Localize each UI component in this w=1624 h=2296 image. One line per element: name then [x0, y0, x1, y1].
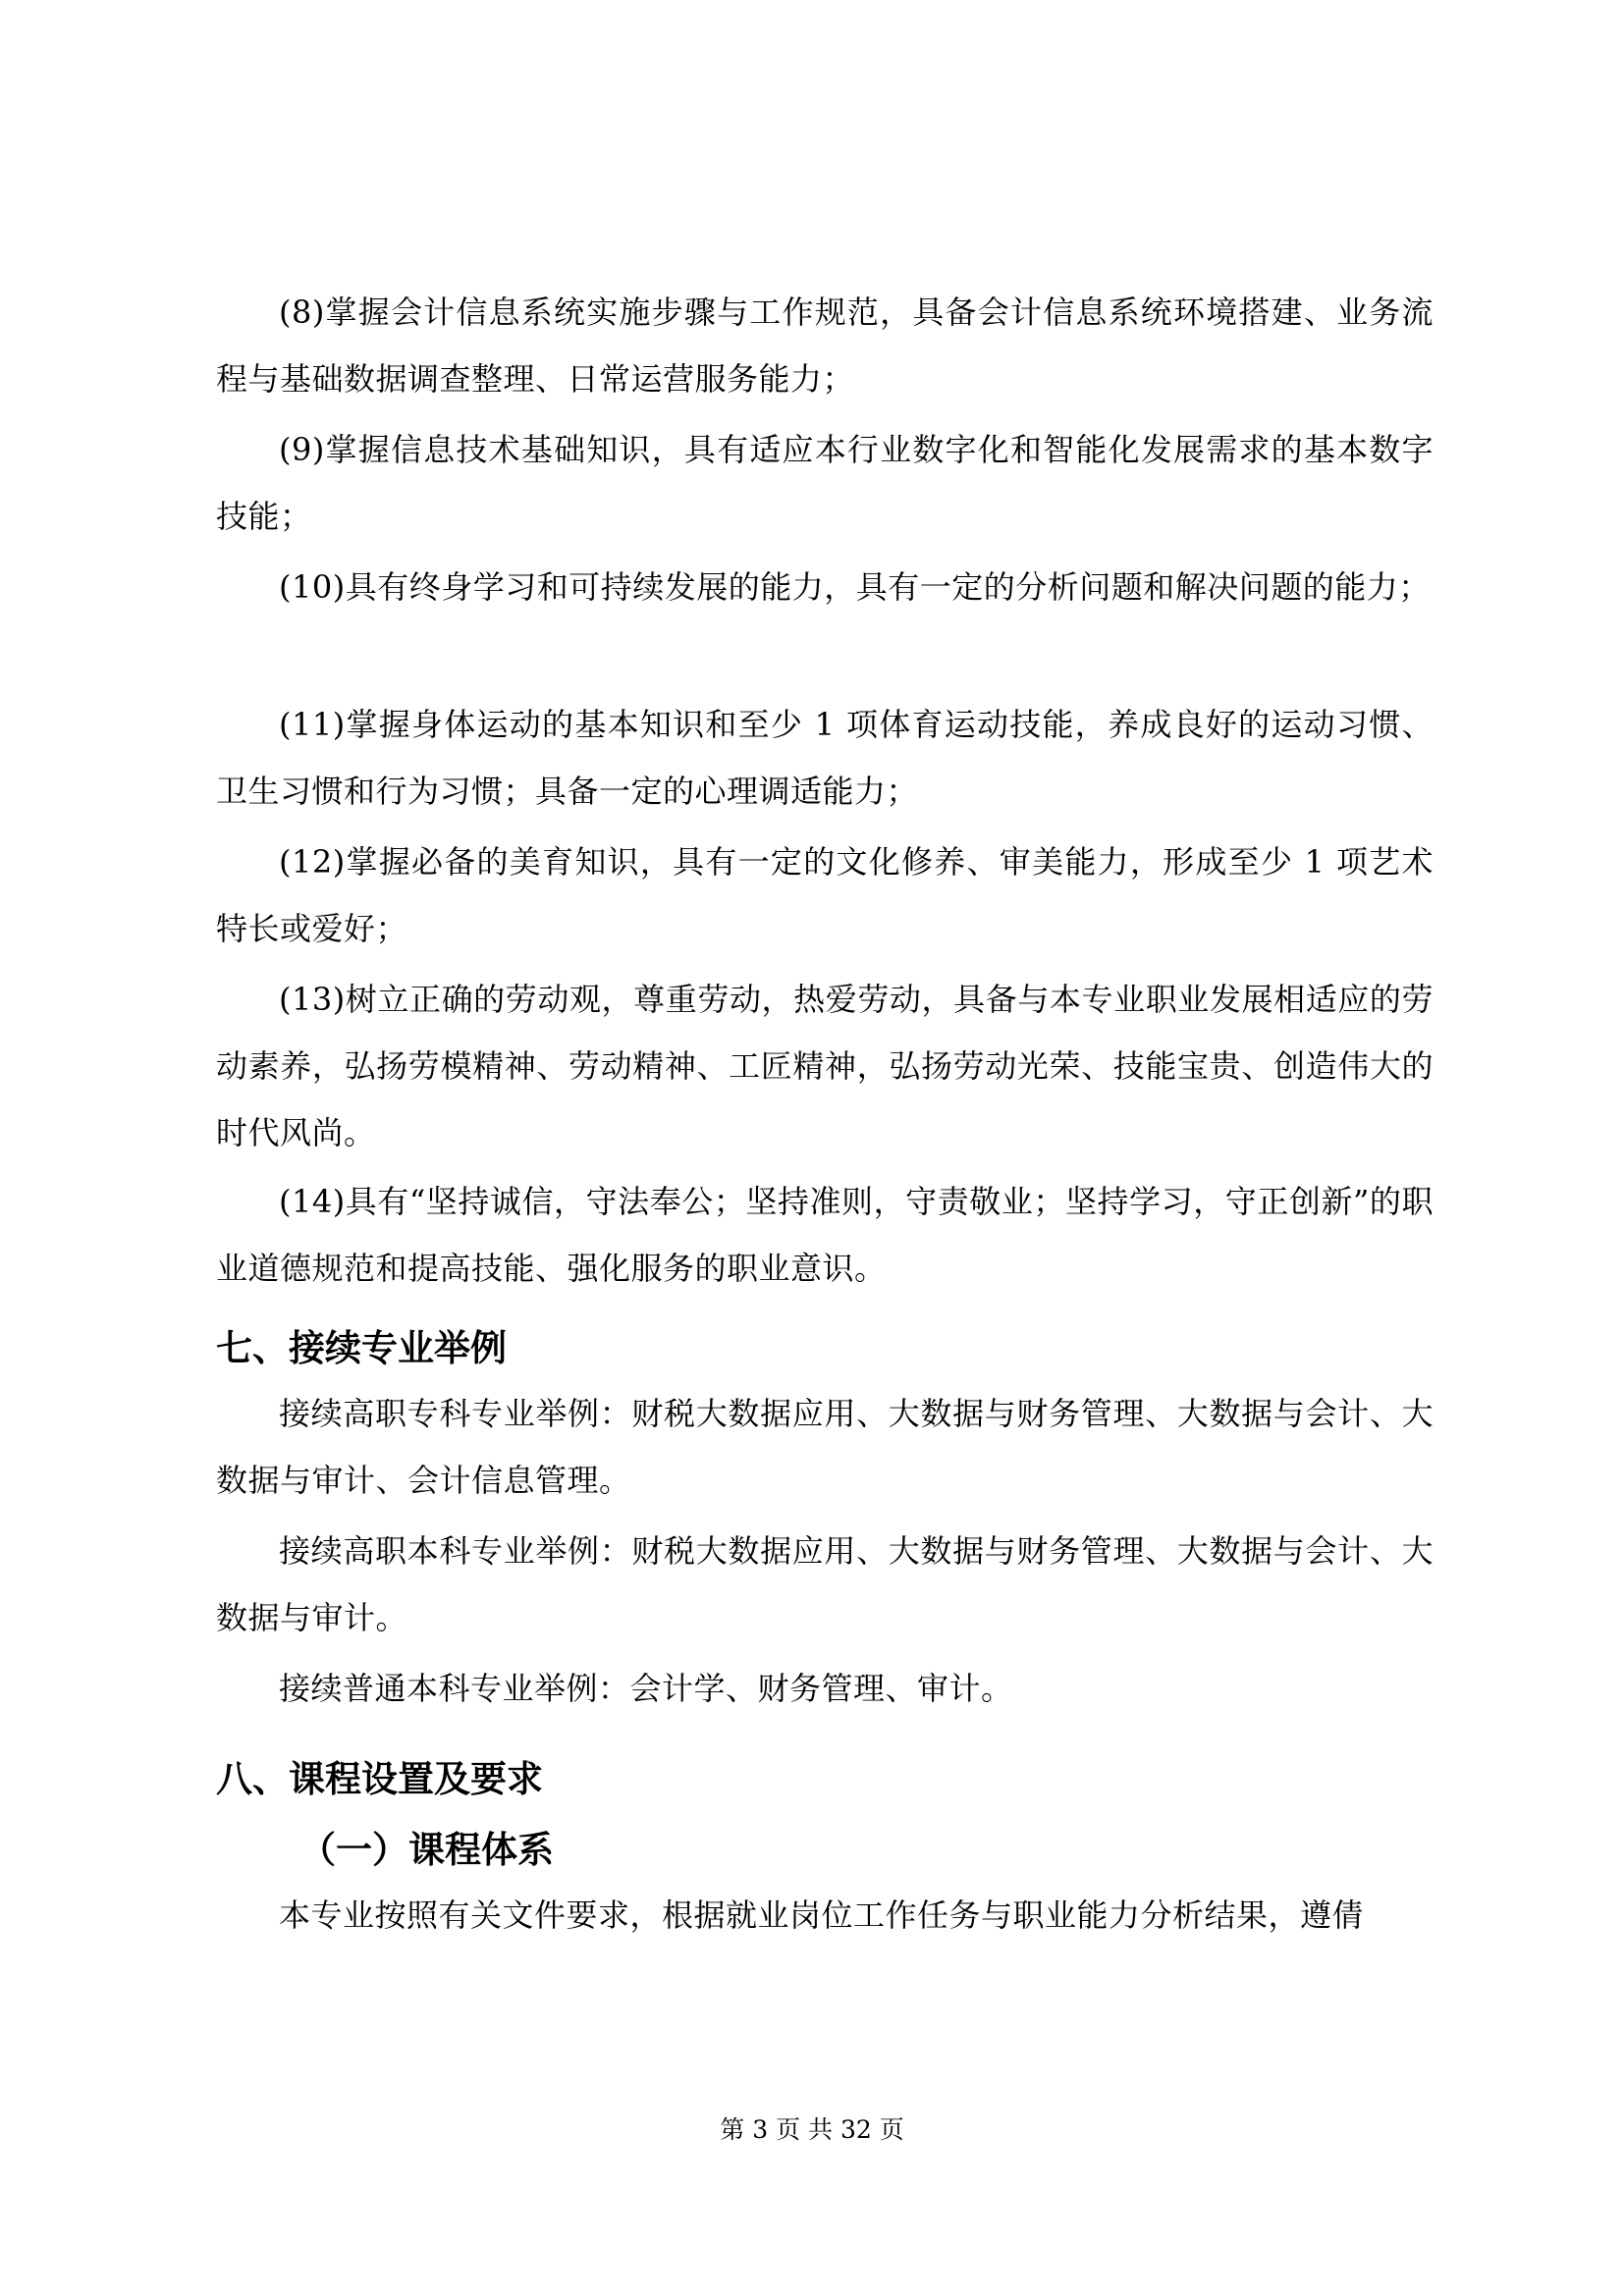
paragraph-item-12: (12)掌握必备的美育知识，具有一定的文化修养、审美能力，形成至少 1 项艺术特长或爱好；: [216, 843, 1434, 947]
paragraph-item-8: (8)掌握会计信息系统实施步骤与工作规范，具备会计信息系统环境搭建、业务流程与基础数据调查整理、日常运营服务能力；: [216, 294, 1434, 398]
section-heading-7: 七、接续专业举例: [216, 1327, 507, 1369]
paragraph-item-9: (9)掌握信息技术基础知识，具有适应本行业数字化和智能化发展需求的基本数字技能；: [216, 431, 1434, 535]
paragraph-course-system: 本专业按照有关文件要求，根据就业岗位工作任务与职业能力分析结果，遵倩: [279, 1896, 1365, 1934]
paragraph-item-14: (14)具有“坚持诚信，守法奉公；坚持准则，守责敬业；坚持学习，守正创新”的职业道德规范和提高技能、强化服务的职业意识。: [216, 1183, 1434, 1287]
section-heading-8: 八、课程设置及要求: [216, 1758, 543, 1800]
paragraph-item-10: (10)具有终身学习和可持续发展的能力，具有一定的分析问题和解决问题的能力；: [279, 568, 1431, 606]
paragraph-continuing-vocational-college: 接续高职专科专业举例：财税大数据应用、大数据与财务管理、大数据与会计、大数据与审计、会计信息管理。: [216, 1395, 1434, 1499]
paragraph-item-13: (13)树立正确的劳动观，尊重劳动，热爱劳动，具备与本专业职业发展相适应的劳动素养，弘扬劳模精神、劳动精神、工匠精神，弘扬劳动光荣、技能宝贵、创造伟大的时代风尚。: [216, 981, 1434, 1151]
paragraph-continuing-vocational-bachelor: 接续高职本科专业举例：财税大数据应用、大数据与财务管理、大数据与会计、大数据与审计。: [216, 1532, 1434, 1636]
paragraph-item-11: (11)掌握身体运动的基本知识和至少 1 项体育运动技能，养成良好的运动习惯、卫生习惯和行为习惯；具备一定的心理调适能力；: [216, 706, 1434, 810]
paragraph-continuing-general-bachelor: 接续普通本科专业举例：会计学、财务管理、审计。: [279, 1670, 1013, 1707]
page-footer: 第 3 页 共 32 页: [720, 2115, 904, 2144]
subsection-heading-course-system: （一）课程体系: [299, 1829, 554, 1871]
